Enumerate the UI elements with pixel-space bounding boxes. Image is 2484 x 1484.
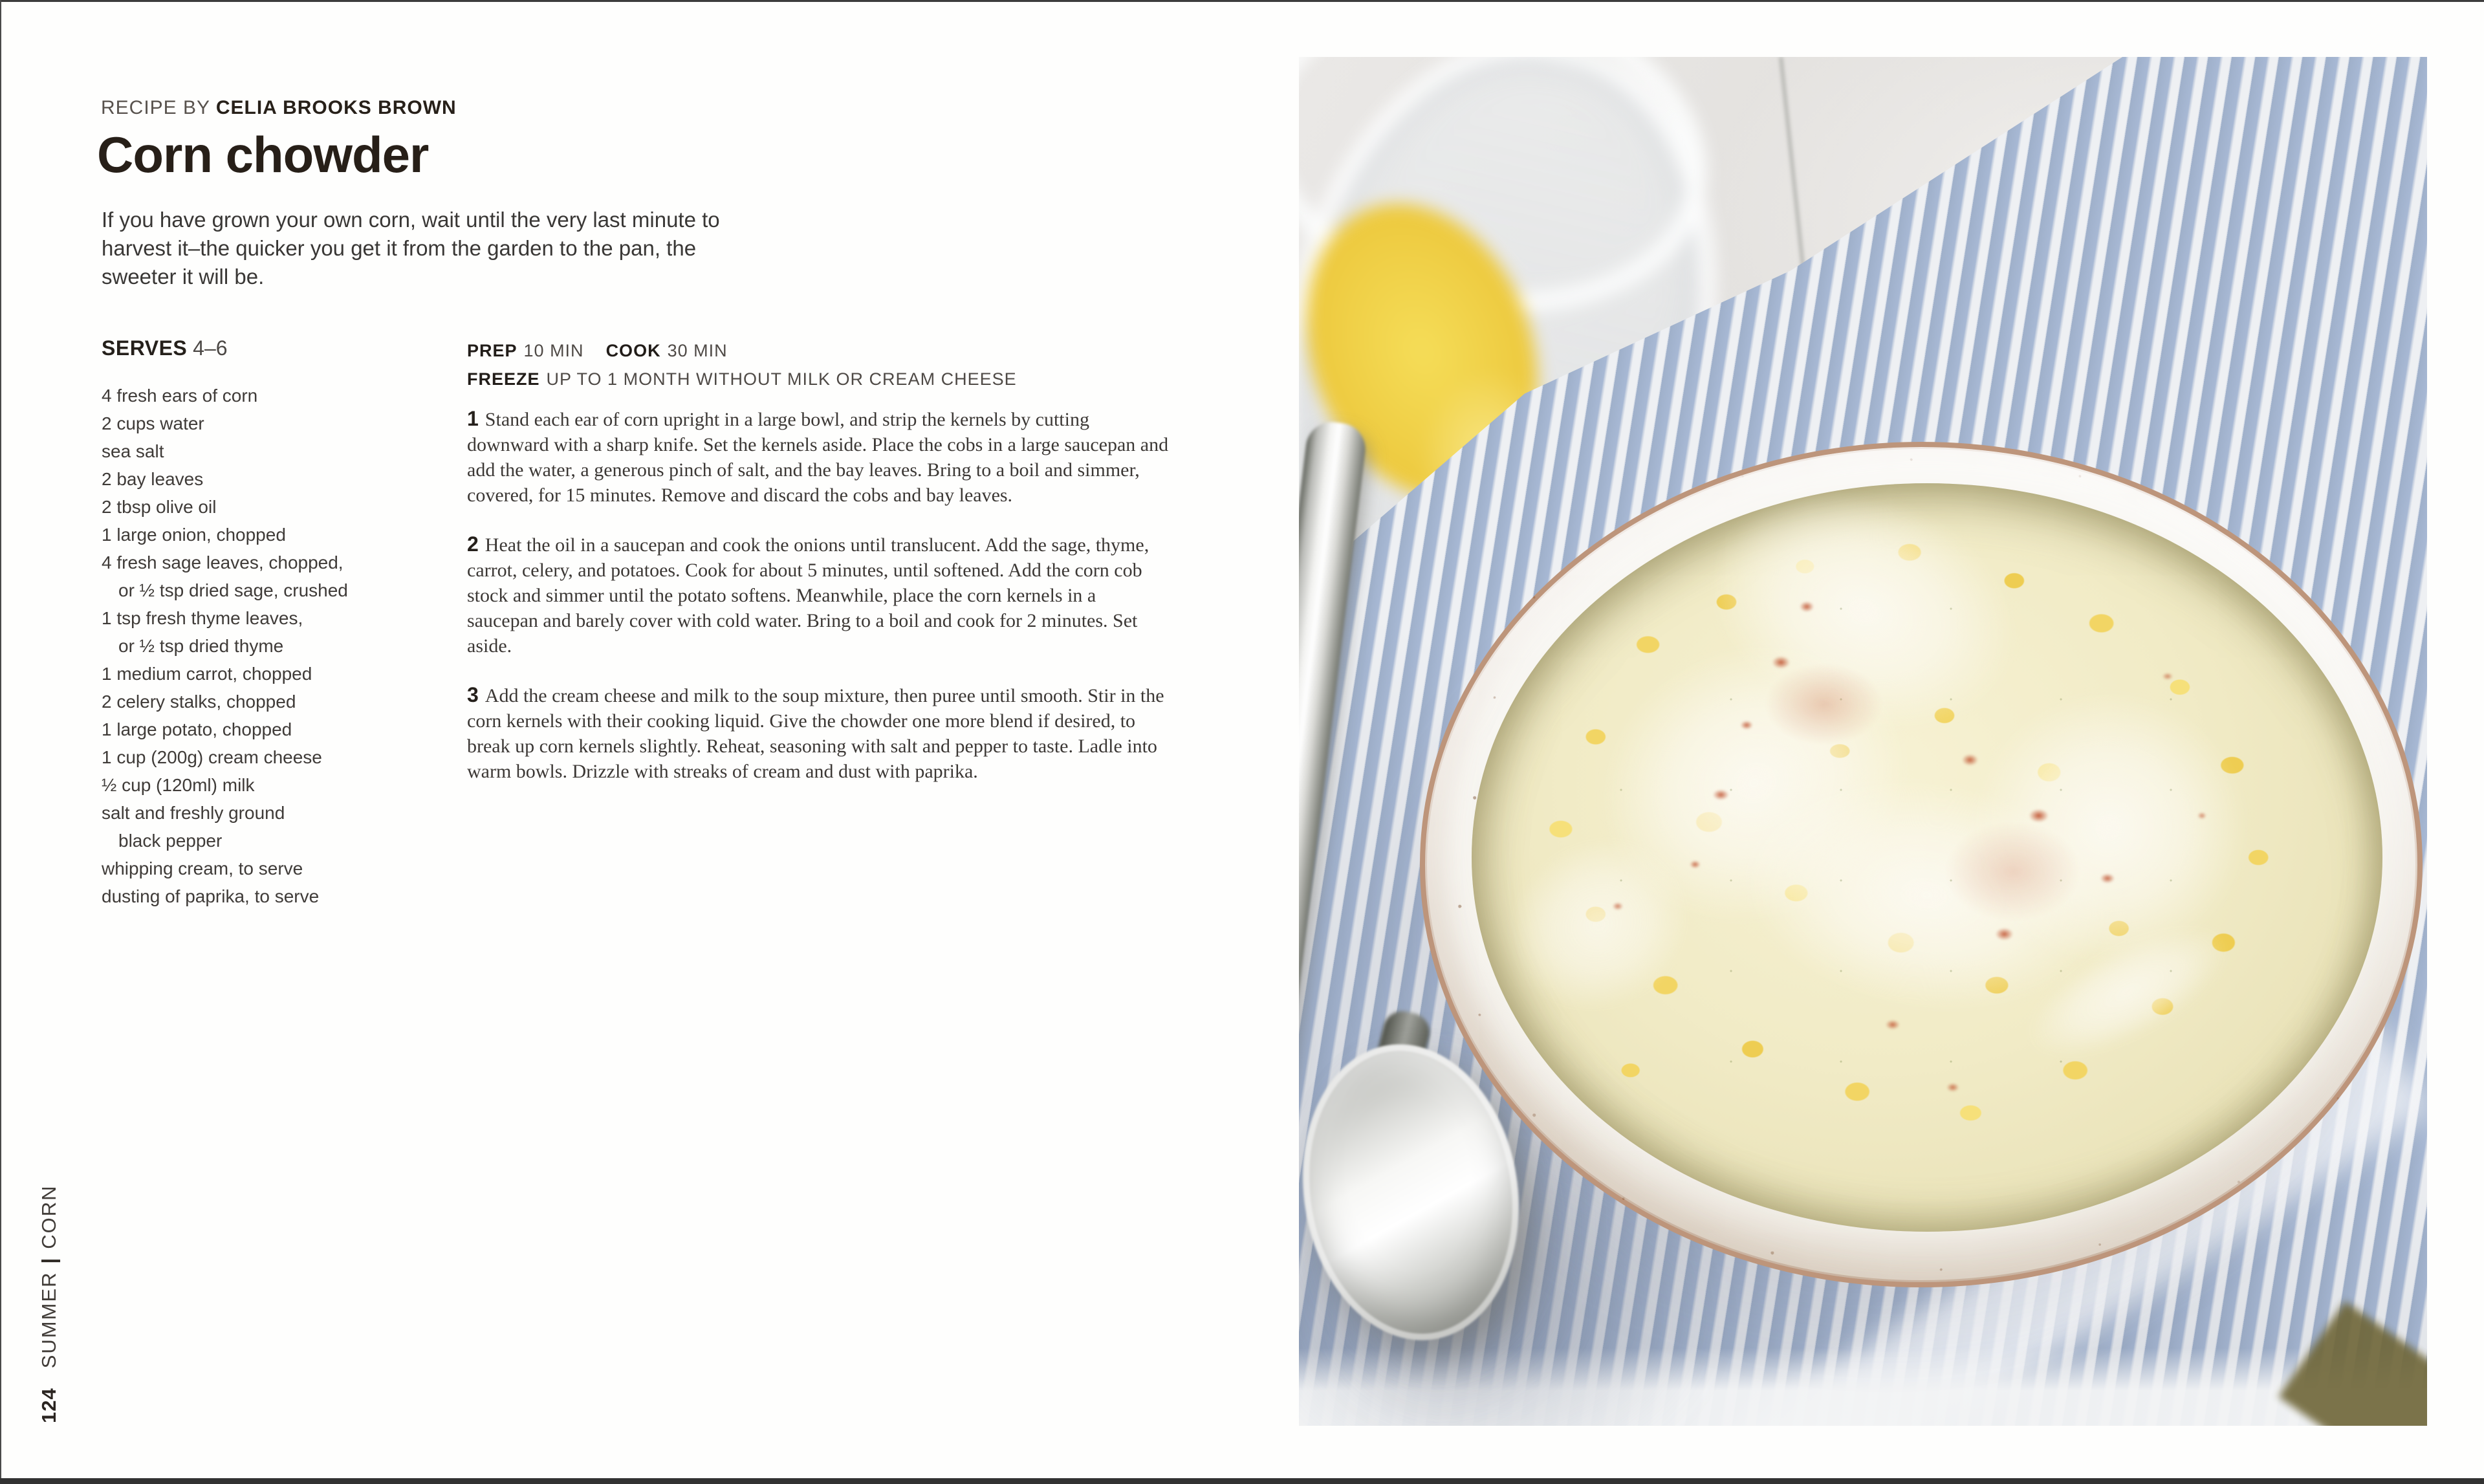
ingredient-line: 4 fresh sage leaves, chopped, — [102, 552, 343, 573]
ingredient-line: 4 fresh ears of corn — [102, 386, 258, 406]
ingredient-list — [102, 382, 348, 910]
serves-line — [102, 336, 228, 360]
step-text: Heat the oil in a saucepan and cook the onions until translucent. Add the sage, thyme, carrot, celery, and potatoes. Cook for about 5 minutes, until softened. Add the corn cob stock and simmer until the potato softens. Meanwhile, place the corn kernels in a saucepan and barely cover with cold water. Bring to a boil and cook for 2 minutes. Set aside. — [467, 534, 1149, 657]
byline-author: CELIA BROOKS BROWN — [215, 97, 457, 118]
ingredient-line: salt and freshly ground — [102, 803, 285, 823]
recipe-byline — [101, 97, 457, 119]
ingredient-line: 2 bay leaves — [102, 469, 204, 489]
recipe-intro — [102, 206, 720, 291]
ingredient-line: 2 tbsp olive oil — [102, 497, 217, 517]
step-text: Add the cream cheese and milk to the soup mixture, then puree until smooth. Stir in the corn kernels with their cooking liquid. Give the chowder one more blend if desired, to break up corn kernels slightly. Reheat, seasoning with salt and pepper to taste. Ladle into warm bowls. Drizzle with streaks of cream and dust with paprika. — [467, 685, 1164, 782]
step-text: Stand each ear of corn upright in a large bowl, and strip the kernels by cutting downward with a sharp knife. Set the kernels aside. Place the cobs in a large saucepan and add the water, a generous pinch of salt, and the bay leaves. Bring to a boil and simmer, covered, for 15 minutes. Remove and discard the cobs and bay leaves. — [467, 409, 1169, 506]
ingredient-line: 1 large onion, chopped — [102, 525, 286, 545]
intro-line: harvest it–the quicker you get it from the garden to the pan, the — [102, 236, 697, 260]
freeze-label: FREEZE — [467, 369, 540, 389]
ingredient-line: 1 medium carrot, chopped — [102, 664, 312, 684]
footer-chapter: CORN — [38, 1184, 60, 1249]
page-bottom-edge — [0, 1478, 2484, 1484]
page-title: Corn chowder — [97, 126, 429, 183]
ingredient-line: 1 cup (200g) cream cheese — [102, 747, 322, 767]
footer-section: SUMMER — [38, 1271, 60, 1369]
step-1 — [467, 406, 1169, 508]
ingredient-line: sea salt — [102, 441, 164, 461]
prep-label: PREP — [467, 341, 518, 360]
freeze-value: UP TO 1 MONTH WITHOUT MILK OR CREAM CHEESE — [546, 369, 1017, 389]
freeze-row — [467, 365, 1017, 393]
ingredient-line-continuation: or ½ tsp dried sage, crushed — [118, 580, 348, 600]
footer-divider: | — [38, 1256, 60, 1264]
step-2 — [467, 532, 1169, 659]
ingredient-line: whipping cream, to serve — [102, 858, 303, 878]
byline-prefix: RECIPE BY — [101, 97, 216, 118]
ingredient-line: 1 tsp fresh thyme leaves, — [102, 608, 303, 628]
corn-chowder-soup — [1472, 483, 2382, 1232]
ingredient-line: ½ cup (120ml) milk — [102, 775, 255, 795]
ingredient-line: 2 celery stalks, chopped — [102, 692, 296, 712]
ingredient-line-continuation: or ½ tsp dried thyme — [118, 636, 284, 656]
serves-value: 4–6 — [193, 336, 228, 360]
prep-value: 10 MIN — [523, 341, 584, 360]
page-left-edge — [0, 0, 1, 1484]
step-3 — [467, 682, 1169, 784]
paprika-dusting — [1498, 509, 2357, 1206]
page-number: 124 — [38, 1388, 60, 1423]
step-number: 1 — [467, 407, 479, 430]
prep-cook-row — [467, 336, 1017, 365]
intro-line: If you have grown your own corn, wait until the very last minute to — [102, 208, 720, 232]
method-steps — [467, 406, 1169, 808]
ingredient-line: 1 large potato, chopped — [102, 719, 292, 739]
recipe-meta — [467, 336, 1017, 393]
intro-line: sweeter it will be. — [102, 265, 265, 289]
ingredient-line: dusting of paprika, to serve — [102, 886, 320, 906]
page-top-edge — [0, 0, 2484, 2]
cook-value: 30 MIN — [667, 341, 728, 360]
photo-corn-chowder — [1299, 57, 2427, 1426]
page-footer-vertical — [38, 1185, 61, 1423]
soup-bowl — [1420, 442, 2423, 1287]
cook-label: COOK — [605, 341, 661, 360]
step-number: 3 — [467, 683, 479, 706]
step-number: 2 — [467, 532, 479, 556]
ingredient-line-continuation: black pepper — [118, 831, 223, 851]
ingredient-line: 2 cups water — [102, 413, 204, 433]
serves-label: SERVES — [102, 336, 188, 360]
